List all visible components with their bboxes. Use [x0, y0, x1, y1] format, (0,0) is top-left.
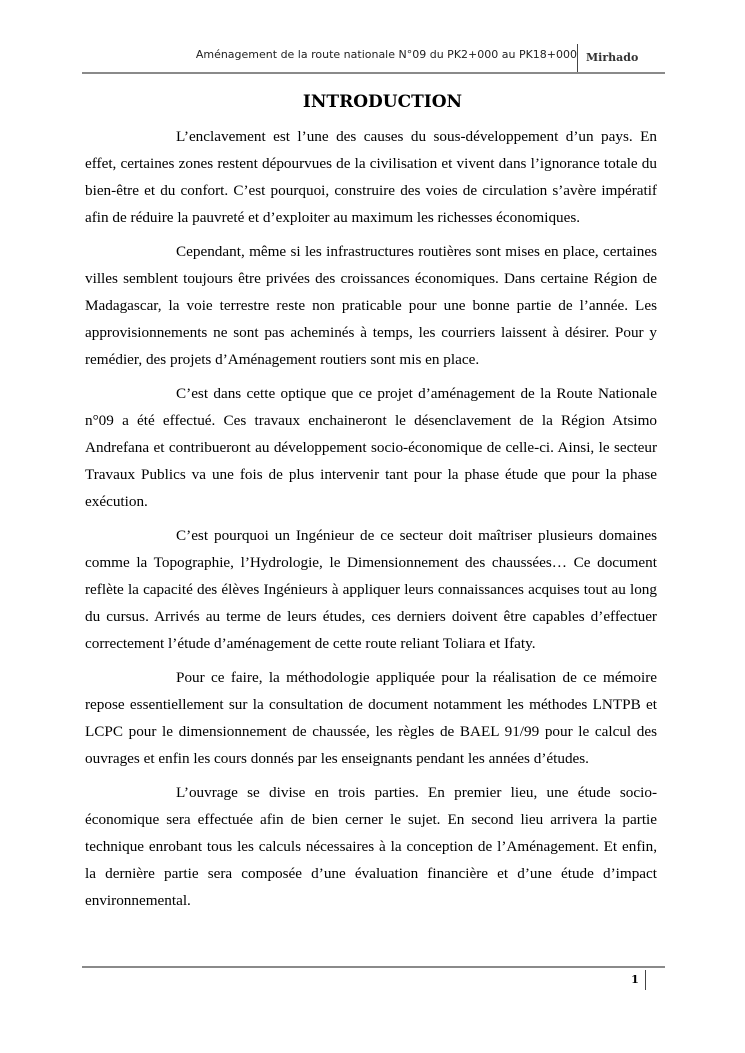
document-body — [85, 123, 657, 921]
header-author: Mirhado — [586, 51, 639, 64]
header-title: Aménagement de la route nationale N°09 du PK2+000 au PK18+000 — [195, 48, 577, 61]
page-header — [82, 44, 665, 74]
paragraph-1: L’enclavement est l’une des causes du sous-développement d’un pays. En effet, certaines zones restent dépourvues de la civilisation et vivent dans l’ignorance totale du bien-être et du confort. C’est pourquoi, construire des voies de circulation s’avère impératif afin de réduire la pauvreté et d’exploiter au maximum les richesses économiques. — [85, 128, 657, 226]
page-title: INTRODUCTION — [302, 92, 463, 112]
paragraph-6: L’ouvrage se divise en trois parties. En premier lieu, une étude socio-économique sera effectuée afin de bien cerner le sujet. En second lieu arrivera la partie technique enrobant tous les calculs nécessaires à la conception de l’Aménagement. Et enfin, la dernière partie sera composée d’une évaluation financière et d’une étude d’impact environnemental. — [85, 784, 657, 909]
paragraph-4: C’est pourquoi un Ingénieur de ce secteur doit maîtriser plusieurs domaines comme la Topographie, l’Hydrologie, le Dimensionnement des chaussées… Ce document reflète la capacité des élèves Ingénieurs à appliquer leurs connaissances acquises tout au long du cursus. Arrivés au terme de leurs études, ces derniers doivent être capables d’effectuer correctement l’étude d’aménagement de cette route reliant Toliara et Ifaty. — [85, 527, 657, 652]
footer-divider — [82, 966, 665, 968]
paragraph-5: Pour ce faire, la méthodologie appliquée pour la réalisation de ce mémoire repose essentiellement sur la consultation de document notamment les méthodes LNTPB et LCPC pour le dimensionnement de chaussée, les règles de BAEL 91/99 pour le calcul des ouvrages et enfin les cours donnés par les enseignants pendant les années d’études. — [85, 669, 657, 767]
paragraph-2: Cependant, même si les infrastructures routières sont mises en place, certaines villes semblent toujours être privées des croissances économiques. Dans certaine Région de Madagascar, la voie terrestre reste non praticable pour une bonne partie de l’année. Les approvisionnements ne sont pas acheminés à temps, les courriers laissent à désirer. Pour y remédier, des projets d’Aménagement routiers sont mis en place. — [85, 243, 657, 368]
paragraph-3: C’est dans cette optique que ce projet d’aménagement de la Route Nationale n°09 a été effectué. Ces travaux enchaineront le désenclavement de la Région Atsimo Andrefana et contribueront au développement socio-économique de celle-ci. Ainsi, le secteur Travaux Publics va une fois de plus intervenir tant pour la phase étude que pour la phase exécution. — [85, 385, 657, 510]
header-separator — [577, 44, 578, 72]
page-number: 1 — [625, 970, 646, 990]
